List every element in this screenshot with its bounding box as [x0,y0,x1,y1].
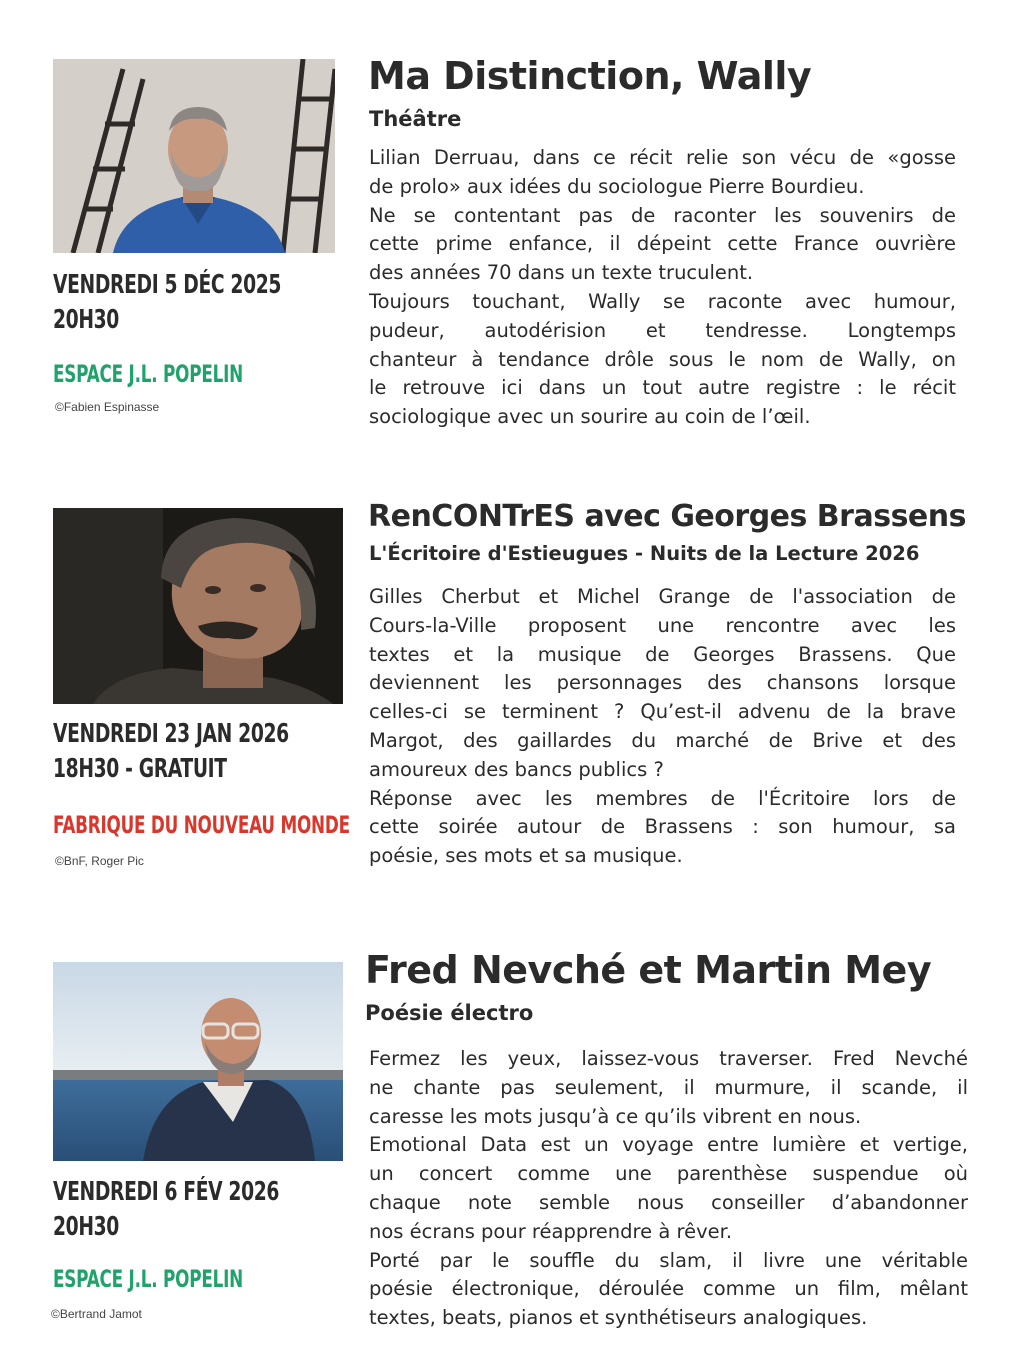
description-line: cette prime enfance, il dépeint cette France ouvrière [369,232,956,256]
description-line: Gilles Cherbut et Michel Grange de l'association de [369,585,956,608]
event-photo-3 [53,962,343,1161]
description-line: chaque note semble nous conseiller d’abandonner [369,1190,968,1214]
description-line: poésie, ses mots et sa musique. [369,844,683,868]
portrait-man-glasses-seaside-icon [53,962,343,1161]
description-line: poésie électronique, déroulée comme un film, mêlant [369,1277,968,1301]
description-line: textes et la musique de Georges Brassens. Que [369,642,956,666]
description-line: sociologique avec un sourire au coin de l’œil. [369,405,811,429]
event-subtitle-2: L'Écritoire d'Estieugues - Nuits de la Lecture 2026 [369,542,920,565]
photo-credit-3: ©Bertrand Jamot [51,1307,142,1321]
event-description-1 [369,144,956,432]
description-line: Toujours touchant, Wally se raconte avec humour, [369,289,956,313]
description-line: Lilian Derruau, dans ce récit relie son vécu de «gosse [369,146,956,169]
event-subtitle-3: Poésie électro [365,1001,534,1025]
event-description-3 [369,1045,968,1333]
event-date-line: VENDREDI 6 FÉV 2026 [53,1177,280,1207]
description-line: des années 70 dans un texte truculent. [369,261,754,285]
event-date-3 [53,1175,279,1245]
event-title-2: RenCONTrES avec Georges Brassens [368,499,966,534]
event-subtitle-1: Théâtre [369,107,462,131]
portrait-man-moustache-dark-icon [53,508,343,704]
description-line: cette soirée autour de Brassens : son humour, sa [369,815,956,839]
description-line: un concert comme une parenthèse suspendue où [369,1162,968,1186]
description-line: pudeur, autodérision et tendresse. Longtemps [369,318,956,342]
event-time-line: 20H30 [53,1212,119,1242]
description-line: Cours-la-Ville proposent une rencontre avec les [369,613,956,637]
description-line: Réponse avec les membres de l'Écritoire lors de [369,786,956,810]
event-title-1: Ma Distinction, Wally [368,54,812,98]
description-line: le retrouve ici dans un tout autre registre : le récit [369,376,956,400]
description-line: de prolo» aux idées du sociologue Pierre Bourdieu. [369,174,865,198]
description-line: caresse les mots jusqu’à ce qu’ils vibrent en nous. [369,1104,862,1128]
event-time-line: 20H30 [53,305,119,335]
event-venue-1: ESPACE J.L. POPELIN [53,360,243,388]
event-date-line: VENDREDI 23 JAN 2026 [53,719,289,749]
description-line: Fermez les yeux, laissez-vous traverser. Fred Nevché [369,1047,968,1070]
description-line: ne chante pas seulement, il murmure, il scande, il [369,1075,968,1099]
portrait-man-blue-shirt-icon [53,59,335,253]
event-title-3: Fred Nevché et Martin Mey [365,948,932,992]
event-date-2 [53,717,289,787]
description-line: nos écrans pour réapprendre à rêver. [369,1219,733,1243]
description-line: amoureux des bancs publics ? [369,757,664,781]
description-line: chanteur à tendance drôle sous le nom de Wally, on [369,347,956,371]
photo-credit-2: ©BnF, Roger Pic [55,854,144,868]
event-venue-3: ESPACE J.L. POPELIN [53,1265,243,1293]
event-venue-2: FABRIQUE DU NOUVEAU MONDE [53,811,350,839]
description-line: Margot, des gaillardes du marché de Brive et des [369,728,956,752]
description-line: Emotional Data est un voyage entre lumière et vertige, [369,1133,968,1157]
event-photo-2 [53,508,343,704]
description-line: Ne se contentant pas de raconter les souvenirs de [369,203,956,227]
photo-credit-1: ©Fabien Espinasse [55,400,160,414]
event-date-line: VENDREDI 5 DÉC 2025 [53,270,282,300]
event-description-2 [369,583,956,871]
event-time-line: 18H30 - GRATUIT [53,754,227,784]
description-line: deviennent les personnages des chansons lorsque [369,671,956,695]
description-line: celles-ci se terminent ? Qu’est-il advenu de la brave [369,700,956,724]
event-date-1 [53,268,281,338]
description-line: textes, beats, pianos et synthétiseurs analogiques. [369,1306,868,1330]
event-photo-1 [53,59,335,253]
description-line: Porté par le souffle du slam, il livre une véritable [369,1248,968,1272]
